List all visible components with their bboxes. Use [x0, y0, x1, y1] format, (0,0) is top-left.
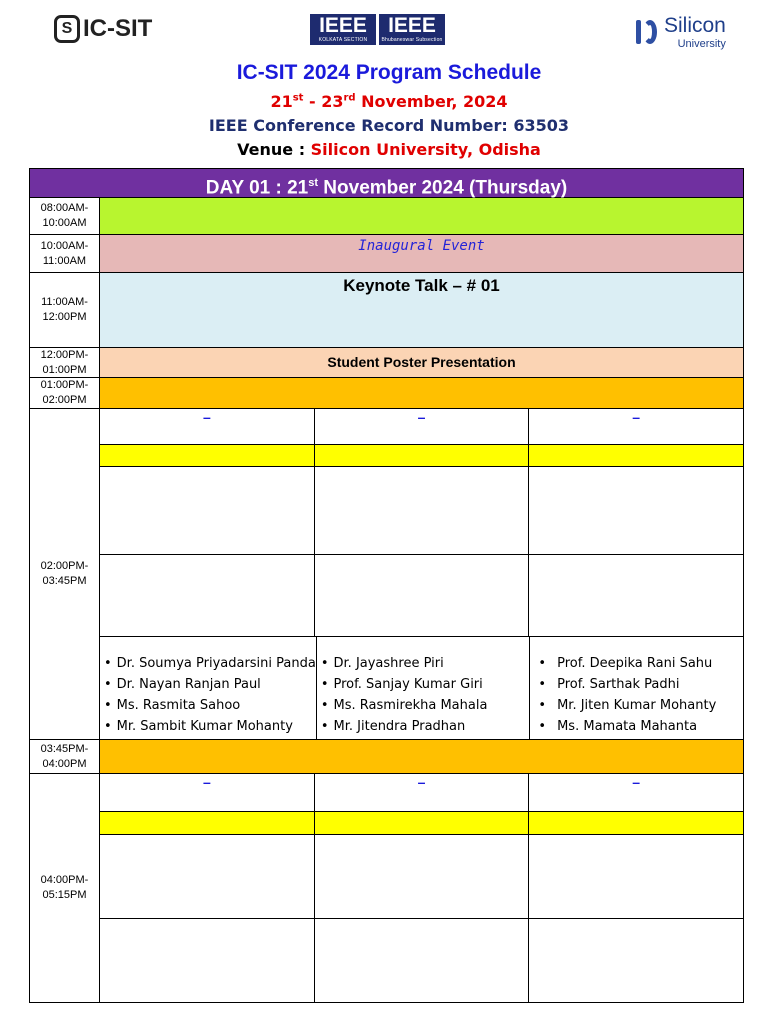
page-title: IC-SIT 2024 Program Schedule: [236, 61, 542, 84]
parallel-tracks-row: [30, 409, 743, 740]
track-title-cell: [100, 409, 315, 444]
track-title-cell: [100, 774, 315, 811]
track-cell: [100, 555, 315, 636]
track-title-cell: [529, 774, 743, 811]
slot-row: [30, 348, 743, 378]
track-cell: [100, 835, 315, 918]
track-cell: [100, 919, 315, 1002]
slot-time: 10:00AM- 11:00AM: [30, 235, 100, 272]
silicon-logo-sub: University: [677, 38, 726, 50]
track-cell: [315, 467, 530, 554]
chair-name: • Ms. Mamata Mahanta: [534, 716, 743, 737]
silicon-logo-icon: [634, 16, 660, 48]
chair-name: • Prof. Sanjay Kumar Giri: [321, 674, 530, 695]
track-highlight-cell: [100, 812, 315, 834]
chair-name: • Mr. Sambit Kumar Mohanty: [104, 716, 316, 737]
track-blank-row: [100, 467, 743, 555]
track-cell: [315, 555, 530, 636]
track-title-row: [100, 774, 743, 812]
track-cell: [315, 835, 530, 918]
slot-cell: [100, 378, 743, 408]
silicon-university-logo: [634, 14, 726, 50]
slot-cell: [100, 740, 743, 773]
track-highlight-cell: [100, 445, 315, 466]
ieee-kolkata-word: IEEE: [319, 14, 367, 37]
ic-sit-logo-mark: S: [61, 20, 73, 37]
track-highlight-cell: [315, 812, 530, 834]
chair-name: • Dr. Nayan Ranjan Paul: [104, 674, 316, 695]
conference-record: IEEE Conference Record Number: 63503: [208, 116, 570, 135]
track-highlight-row: [100, 812, 743, 835]
tracks-grid: [100, 774, 743, 1002]
track-chairs-cell: [317, 637, 531, 739]
venue-value: Silicon University, Odisha: [310, 140, 541, 159]
slot-time: 12:00PM- 01:00PM: [30, 348, 100, 377]
track-cell: [529, 835, 743, 918]
track-highlight-cell: [315, 445, 530, 466]
conference-dates: 21st - 23rd November, 2024: [270, 92, 508, 111]
slot-time: 04:00PM- 05:15PM: [30, 774, 100, 1002]
chair-name: • Ms. Rasmirekha Mahala: [321, 695, 530, 716]
track-dash: –: [202, 409, 211, 425]
chair-name: • Mr. Jiten Kumar Mohanty: [534, 695, 743, 716]
track-cell: [315, 919, 530, 1002]
ieee-bhubaneswar-logo: [379, 14, 445, 45]
track-dash: –: [632, 774, 641, 790]
inaugural-event: Inaugural Event: [100, 235, 743, 272]
chair-name: • Ms. Rasmita Sahoo: [104, 695, 316, 716]
track-blank-row: [100, 555, 743, 637]
track-dash: –: [417, 409, 426, 425]
silicon-logo-name: Silicon: [664, 14, 726, 37]
track-title-cell: [315, 774, 530, 811]
track-blank-row: [100, 919, 743, 1002]
slot-cell: [100, 198, 743, 234]
student-poster-presentation: Student Poster Presentation: [100, 348, 743, 377]
chair-name: • Dr. Soumya Priyadarsini Panda: [104, 653, 316, 674]
ieee-bhubaneswar-sub: Bhubaneswar Subsection: [381, 37, 443, 43]
slot-time: 02:00PM- 03:45PM: [30, 409, 100, 739]
keynote-talk: Keynote Talk – # 01: [100, 273, 743, 347]
track-title-cell: [529, 409, 743, 444]
slot-row: [30, 740, 743, 774]
track-dash: –: [632, 409, 641, 425]
slot-row: [30, 198, 743, 235]
ic-sit-logo: [54, 12, 152, 46]
track-title-cell: [315, 409, 530, 444]
slot-time: 11:00AM- 12:00PM: [30, 273, 100, 347]
track-chairs-cell: [530, 637, 743, 739]
track-cell: [529, 467, 743, 554]
slot-row: [30, 378, 743, 409]
track-cell: [100, 467, 315, 554]
slot-time: 01:00PM- 02:00PM: [30, 378, 100, 408]
venue-label: Venue :: [237, 140, 311, 159]
venue: [0, 140, 768, 159]
ieee-bhubaneswar-word: IEEE: [388, 14, 436, 37]
track-blank-row: [100, 835, 743, 919]
tracks-grid: [100, 409, 743, 739]
track-chairs-cell: [100, 637, 317, 739]
track-highlight-cell: [529, 445, 743, 466]
track-title-row: [100, 409, 743, 445]
chair-name: • Mr. Jitendra Pradhan: [321, 716, 530, 737]
slot-time: 08:00AM- 10:00AM: [30, 198, 100, 234]
track-cell: [529, 919, 743, 1002]
ieee-logos: [310, 14, 445, 45]
slot-row: [30, 273, 743, 348]
slot-time: 03:45PM- 04:00PM: [30, 740, 100, 773]
chair-name: • Prof. Sarthak Padhi: [534, 674, 743, 695]
chair-name: • Dr. Jayashree Piri: [321, 653, 530, 674]
slot-row: [30, 235, 743, 273]
ieee-kolkata-sub: KOLKATA SECTION: [318, 37, 368, 43]
chair-name: • Prof. Deepika Rani Sahu: [534, 653, 743, 674]
day-header: DAY 01 : 21st November 2024 (Thursday): [30, 169, 743, 198]
parallel-tracks-row: [30, 774, 743, 1002]
track-dash: –: [202, 774, 211, 790]
track-chairs-row: [100, 637, 743, 739]
ic-sit-logo-text: IC-SIT: [83, 15, 153, 42]
ieee-kolkata-logo: [310, 14, 376, 45]
track-dash: –: [417, 774, 426, 790]
schedule-table: [29, 168, 744, 1003]
ic-sit-logo-icon: [54, 15, 80, 43]
track-cell: [529, 555, 743, 636]
track-highlight-cell: [529, 812, 743, 834]
track-highlight-row: [100, 445, 743, 467]
